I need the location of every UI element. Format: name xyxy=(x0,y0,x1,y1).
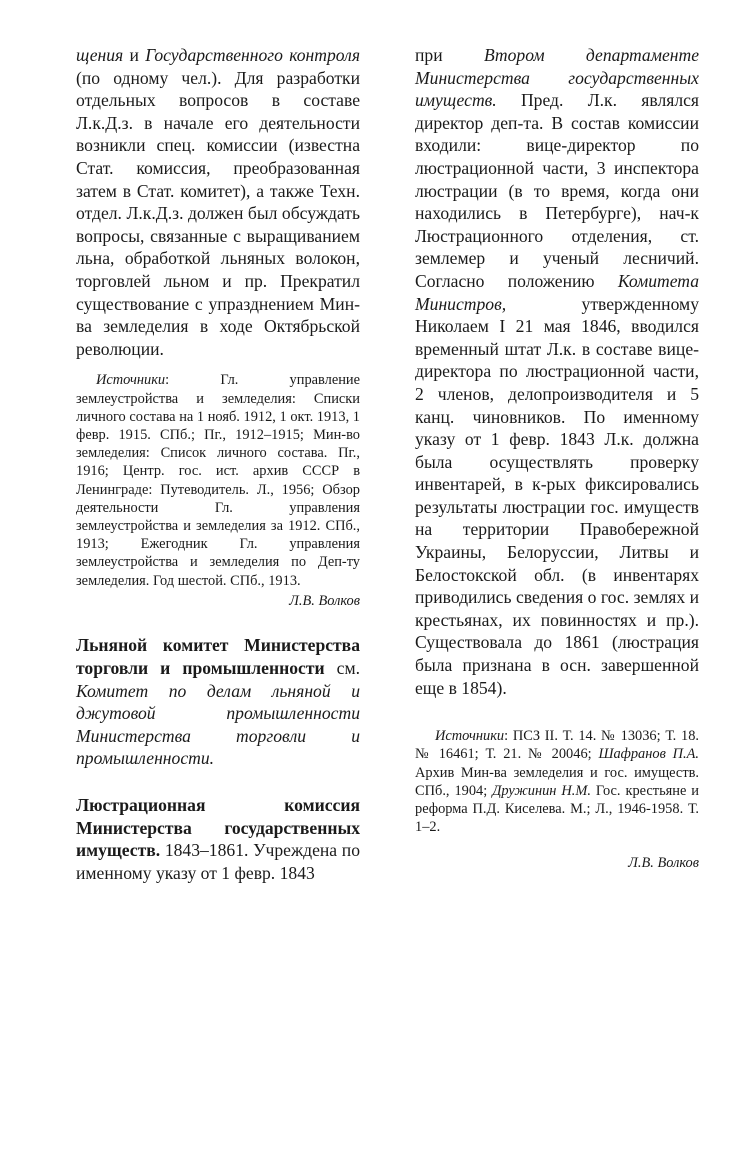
text-fragment: (по одному чел.). Для разработки отдельных вопросов в составе Л.к.Д.з. в начале его деятельности возникли спец. комиссии (известна Стат. комиссия, преобразованная затем в Стат. комитет), а также Техн. отдел. Л.к.Д.з. должен был обсуждать вопросы, связанные с выращиванием льна, обработкой льняных волокон, торговлей льном и пр. Прекратил существование с упразднением Мин-ва земледелия в ходе Октябрьской революции. xyxy=(76,67,360,359)
left-column xyxy=(76,44,360,884)
cross-reference: Комитет по делам льняной и джутовой промышленности Министерства торговли и промышленности. xyxy=(76,680,360,769)
sources-block xyxy=(76,371,360,589)
author-signature: Л.В. Волков xyxy=(628,855,699,872)
continuation-paragraph xyxy=(415,44,699,699)
sources-text: Гос. крестьяне и реформа П.Д. Киселева. М.; Л., 1946-1958. Т. 1–2. xyxy=(415,782,700,836)
cross-reference: Втором департаменте Министерства государственных имуществ. xyxy=(415,45,699,111)
entry-headword: Люстрационная комиссия Министерства государственных имуществ. xyxy=(76,794,360,861)
continuation-paragraph xyxy=(76,44,360,360)
author-signature: Л.В. Волков xyxy=(289,592,360,609)
entry-headword: Льняной комитет Министерства торговли и промышленности xyxy=(76,635,360,678)
text-fragment: Пред. Л.к. являлся директор деп-та. В состав комиссии входили: вице-директор по люстрационной части, 3 инспектора люстрации (в то время, когда они находились в Петербурге), нач-к Люстрационного отделения, ст. землемер и ученый лесничий. Согласно положению xyxy=(415,90,699,291)
cross-reference: Комитета Министров, xyxy=(415,270,699,314)
entry-text: 1843–1861. Учреждена по именному указу от 1 февр. 1843 xyxy=(76,840,360,883)
text-fragment: и xyxy=(123,45,146,65)
sources-block xyxy=(415,727,699,836)
dictionary-entry xyxy=(76,794,360,884)
sources-label: Источники xyxy=(96,372,166,389)
sources-text: : ПСЗ II. Т. 14. № 13036; Т. 18. № 16461; Т. 21. № 20046; xyxy=(415,728,699,763)
cross-reference: Государственного контроля xyxy=(145,45,361,65)
sources-text: : Гл. управление землеустройства и земледелия: Списки личного состава на 1 нояб. 1912, 1 окт. 1913, 1 февр. 1915. СПб.; Пг., 1912–1915; Мин-во земледелия: Список личного состава. Пг., 1916; Центр. гос. ист. архив СССР в Ленинграде: Путеводитель. Л., 1956; Обзор деятельности Гл. управления землеустройства и земледелия за 1912. СПб., 1913; Ежегодник Гл. управления землеустройства и земледелия по Деп-ту земледелия. Год шестой. СПб., 1913. xyxy=(76,372,360,589)
right-column xyxy=(415,44,699,875)
dictionary-entry xyxy=(76,634,360,770)
sources-label: Источники xyxy=(435,728,505,745)
text-fragment: утвержденному Николаем I 21 мая 1846, вводился временный штат Л.к. в составе вице-директора по люстрационной части, 2 членов, делопроизводителя и 5 канц. чиновников. По именному указу от 1 февр. 1843 Л.к. должна была осуществлять проверку инвентарей, в к-рых фиксировались результаты люстрации гос. имуществ на территории Правобережной Украины, Белоруссии, Литвы и Белостокской обл. (в инвентарях приводились сведения о гос. землях и крестьянах, их повинностях и пр.). Существовала до 1861 (люстрация была признана в осн. завершенной еще в 1854). xyxy=(415,293,699,698)
sources-text: Архив Мин-ва земледелия и гос. имуществ. СПб., 1904; xyxy=(415,764,699,799)
italic-fragment: щения xyxy=(76,45,124,65)
source-author: Шафранов П.А. xyxy=(598,746,699,763)
source-author: Дружинин Н.М. xyxy=(492,782,591,799)
text-fragment: при xyxy=(415,45,484,65)
see-word: см. xyxy=(324,657,360,678)
